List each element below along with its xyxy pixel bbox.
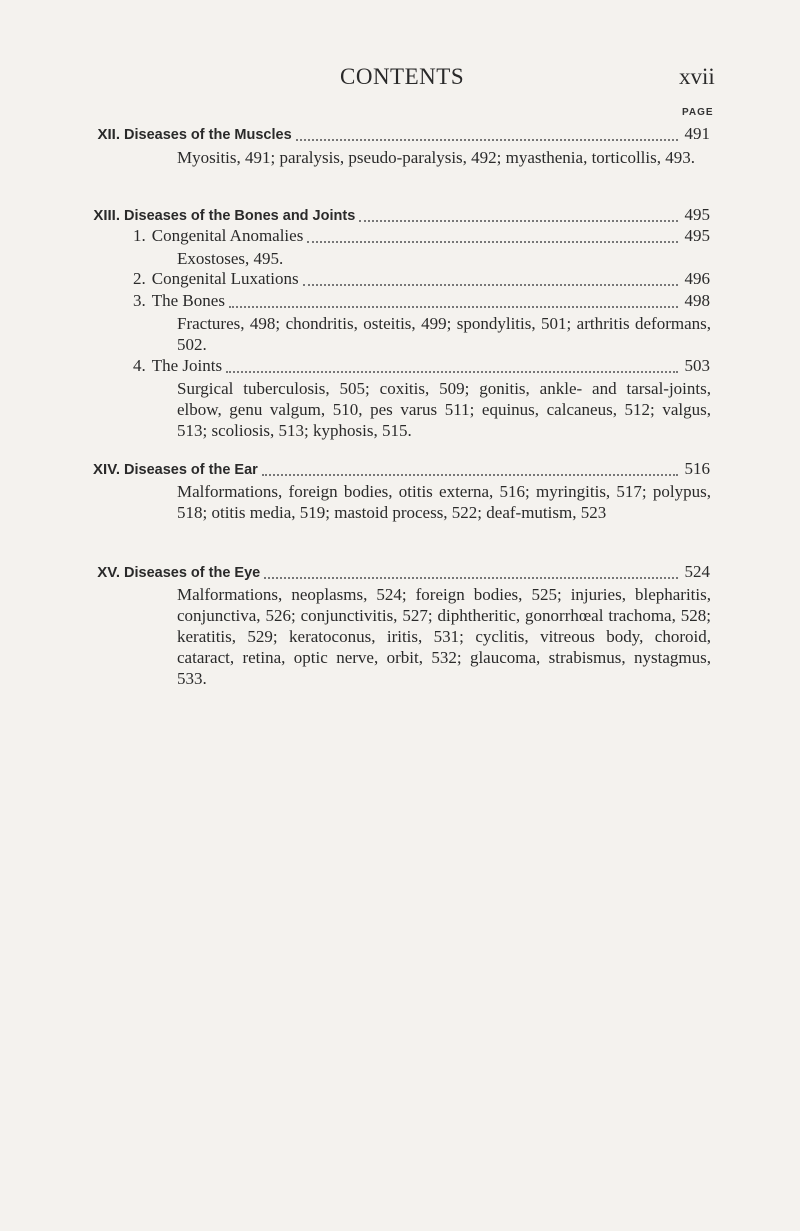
item-number: 4. (133, 356, 146, 375)
dot-leader (296, 139, 678, 141)
dot-leader (303, 284, 678, 286)
running-head-title: CONTENTS (340, 64, 465, 89)
page-column-label: PAGE (682, 107, 714, 118)
dot-leader (307, 241, 678, 243)
chapter-description: Myositis, 491; paralysis, pseudo-paralysis, 492; myasthenia, torticollis, 493. (177, 148, 695, 167)
chapter-number: XV. (97, 564, 120, 581)
dot-leader (359, 220, 678, 222)
chapter-number: XII. (97, 126, 120, 143)
item-title: Congenital Anomalies (151, 226, 304, 245)
toc-subentry (133, 269, 710, 291)
item-description: Fractures, 498; chondritis, osteitis, 499; spondylitis, 501; arthritis deformans, 502. (177, 314, 711, 354)
chapter-title: Diseases of the Eye (124, 565, 261, 581)
toc-subentry (133, 226, 710, 248)
page-number: 503 (684, 356, 710, 375)
chapter-title: Diseases of the Bones and Joints (124, 208, 356, 224)
item-title: The Bones (151, 291, 225, 310)
item-number: 3. (133, 291, 146, 310)
running-head (0, 64, 800, 94)
chapter-title: Diseases of the Ear (124, 462, 258, 478)
item-description: Surgical tuberculosis, 505; coxitis, 509; gonitis, ankle- and tarsal-joints, elbow, genu valgum, 510, pes varus 511; equinus, calcaneus, 512; valgus, 513; scoliosis, 513; kyphosis, 515. (177, 379, 711, 440)
page-number: 524 (684, 562, 710, 581)
toc-entry-xiv (72, 459, 710, 481)
chapter-description: Malformations, foreign bodies, otitis externa, 516; myringitis, 517; polypus, 518; otitis media, 519; mastoid process, 522; deaf-mutism, 523 (177, 482, 711, 522)
chapter-title: Diseases of the Muscles (124, 127, 292, 143)
page-number: 495 (684, 226, 710, 245)
item-title: The Joints (151, 356, 223, 375)
dot-leader (226, 371, 678, 373)
item-title: Congenital Luxations (151, 269, 299, 288)
page-number: 498 (684, 291, 710, 310)
dot-leader (264, 577, 678, 579)
dot-leader (229, 306, 678, 308)
page-number: 495 (684, 205, 710, 224)
item-number: 1. (133, 226, 146, 245)
page-number: 496 (684, 269, 710, 288)
item-number: 2. (133, 269, 146, 288)
toc-subentry (133, 356, 710, 378)
chapter-number: XIII. (93, 207, 120, 224)
toc-entry-xiii (72, 205, 710, 227)
page-number: 516 (684, 459, 710, 478)
dot-leader (262, 474, 678, 476)
item-description: Exostoses, 495. (177, 249, 284, 268)
page-folio: xvii (679, 64, 715, 89)
page-number: 491 (684, 124, 710, 143)
toc-subentry (133, 291, 710, 313)
toc-entry-xii (72, 124, 710, 146)
toc-entry-xv (72, 562, 710, 584)
chapter-number: XIV. (93, 461, 120, 478)
chapter-description: Malformations, neoplasms, 524; foreign bodies, 525; injuries, blepharitis, conjunctiva, 526; conjunctivitis, 527; diphtheritic, gonorrhœal trachoma, 528; keratitis, 529; keratoconus, iritis, 531; cyclitis, vitreous body, choroid, cataract, retina, optic nerve, orbit, 532; glaucoma, strabismus, nystagmus, 533. (177, 585, 711, 688)
